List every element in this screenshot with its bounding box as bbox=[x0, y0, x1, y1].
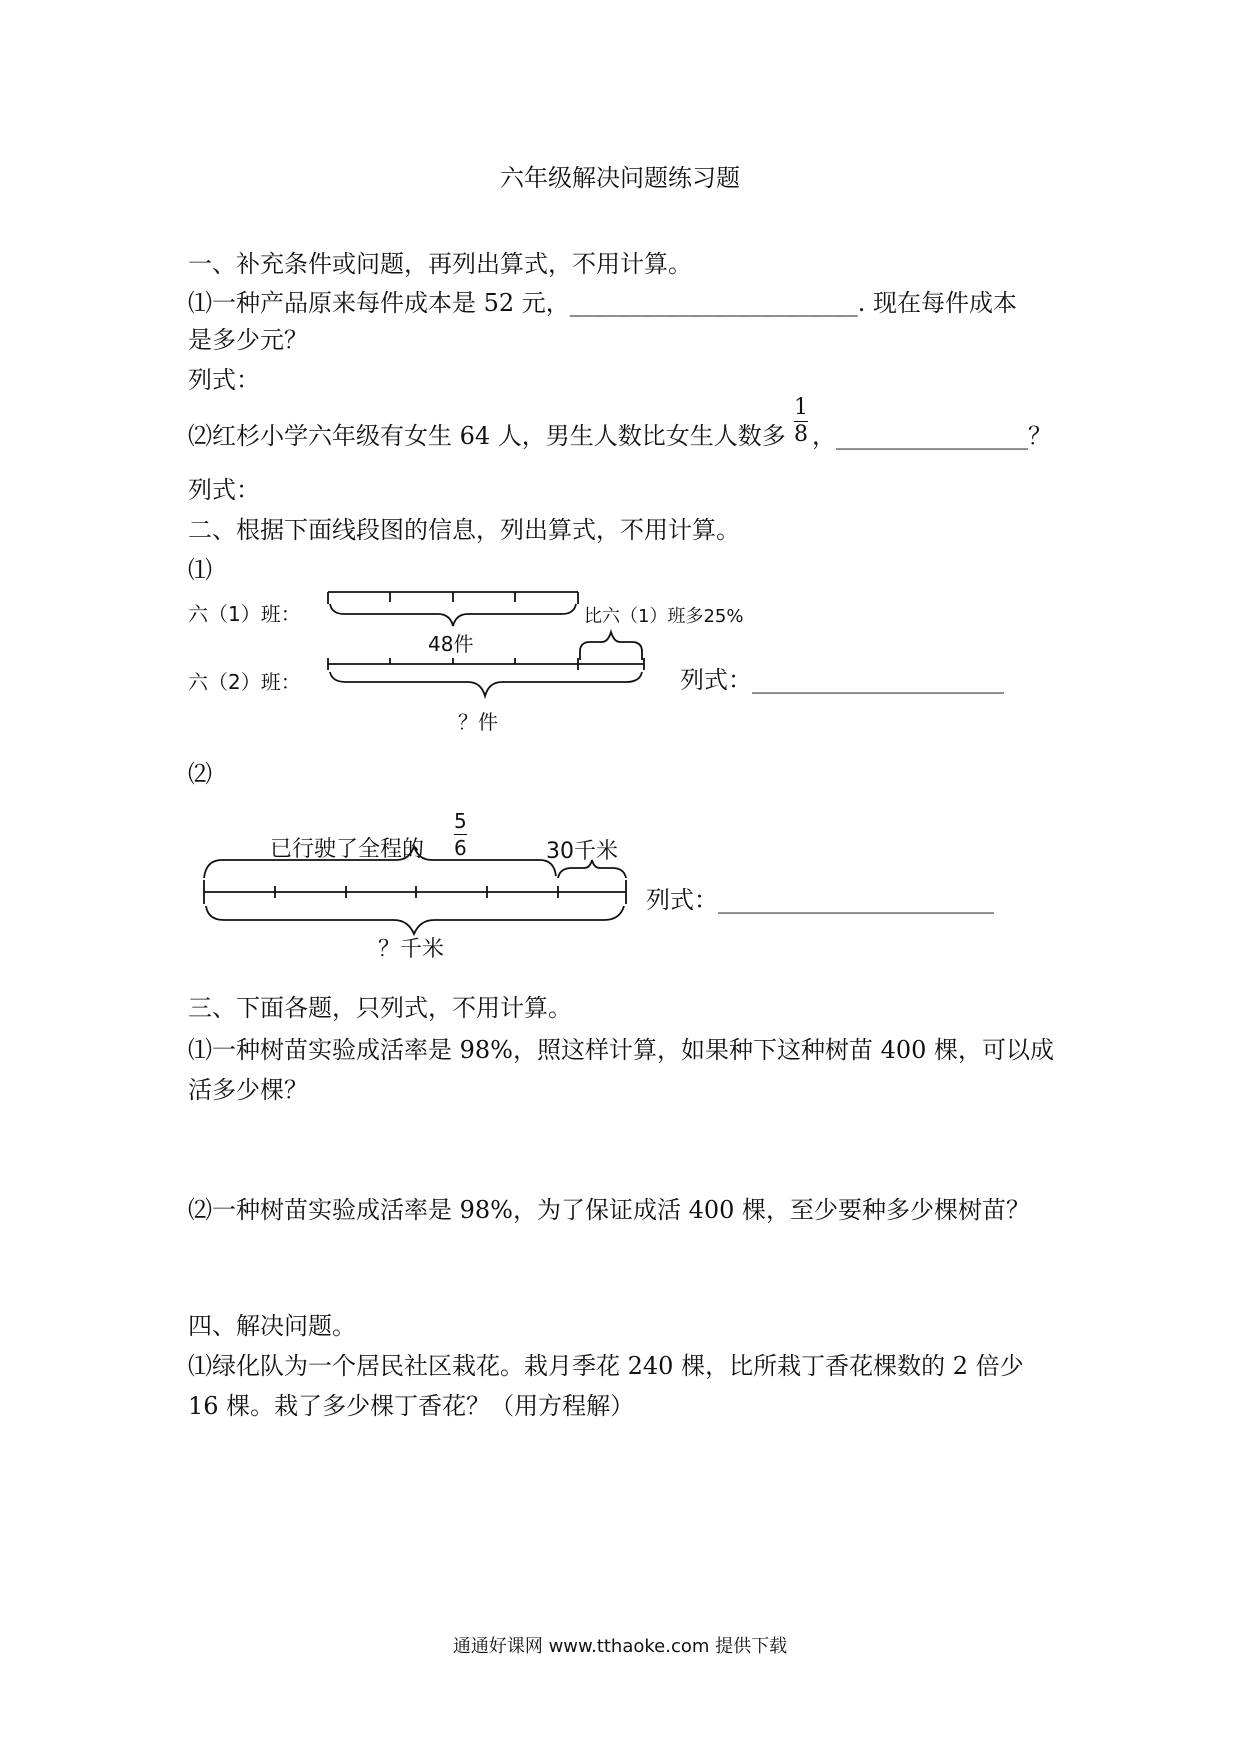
section4-q1-line1: ⑴绿化队为一个居民社区栽花。栽月季花 240 棵，比所栽丁香花棵数的 2 倍少 bbox=[188, 1352, 1024, 1380]
section2-p1-label: ⑴ bbox=[188, 556, 212, 584]
fraction-denominator: 8 bbox=[794, 422, 808, 447]
section3-q2: ⑵一种树苗实验成活率是 98%，为了保证成活 400 棵，至少要种多少棵树苗？ bbox=[188, 1196, 1031, 1224]
section3-q1-line2: 活多少棵？ bbox=[188, 1076, 308, 1104]
section1-q1-line1: ⑴一种产品原来每件成本是 52 元，________________________. 现在每件成本 bbox=[188, 289, 1018, 317]
traveled-label: 已行驶了全程的 bbox=[270, 837, 425, 862]
remain-brace bbox=[558, 860, 626, 878]
fraction-denominator: 6 bbox=[454, 836, 467, 860]
section4-heading: 四、解决问题。 bbox=[188, 1312, 356, 1340]
section2-p2-label: ⑵ bbox=[188, 760, 212, 788]
section2-p2-formula: 列式：_______________________ bbox=[646, 886, 994, 914]
class1-segment bbox=[328, 592, 578, 604]
bottom-brace-label: ？件 bbox=[458, 710, 498, 734]
section1-q1-line2: 是多少元？ bbox=[188, 326, 308, 354]
total-brace bbox=[206, 906, 624, 934]
total-label: ？千米 bbox=[378, 937, 445, 962]
section2-p1-formula: 列式：_____________________ bbox=[680, 666, 1004, 694]
class2-segment bbox=[328, 658, 644, 670]
section1-q1-formula: 列式： bbox=[188, 366, 260, 394]
section2-heading: 二、根据下面线段图的信息，列出算式，不用计算。 bbox=[188, 516, 740, 544]
class2-label: 六（2）班： bbox=[188, 670, 301, 694]
class1-brace bbox=[330, 604, 576, 626]
traveled-brace bbox=[204, 846, 556, 878]
section3-q1-line1: ⑴一种树苗实验成活率是 98%，照这样计算，如果种下这种树苗 400 棵，可以成 bbox=[188, 1036, 1055, 1064]
section1-q2-formula: 列式： bbox=[188, 476, 260, 504]
section1-q2-text: ⑵红杉小学六年级有女生 64 人，男生人数比女生人数多 bbox=[188, 422, 786, 450]
class1-label: 六（1）班： bbox=[188, 602, 301, 626]
total-segment bbox=[204, 880, 626, 904]
section3-heading: 三、下面各题，只列式，不用计算。 bbox=[188, 994, 572, 1022]
section4-q1-line2: 16 棵。栽了多少棵丁香花？（用方程解） bbox=[188, 1392, 635, 1420]
top-brace-label: 48件 bbox=[428, 632, 474, 656]
fraction-numerator: 5 bbox=[454, 809, 467, 833]
section1-q2-blank: ，________________？ bbox=[812, 422, 1052, 450]
page-footer: 通通好课网 www.tthaoke.com 提供下载 bbox=[452, 1636, 788, 1657]
section1-heading: 一、补充条件或问题，再列出算式，不用计算。 bbox=[188, 250, 692, 278]
page-title: 六年级解决问题练习题 bbox=[500, 164, 740, 192]
extra-brace bbox=[580, 632, 642, 660]
extra-percent-label: 比六（1）班多25% bbox=[584, 606, 744, 627]
class2-brace bbox=[330, 672, 642, 696]
remain-label: 30千米 bbox=[546, 839, 618, 864]
fraction-numerator: 1 bbox=[794, 395, 808, 420]
